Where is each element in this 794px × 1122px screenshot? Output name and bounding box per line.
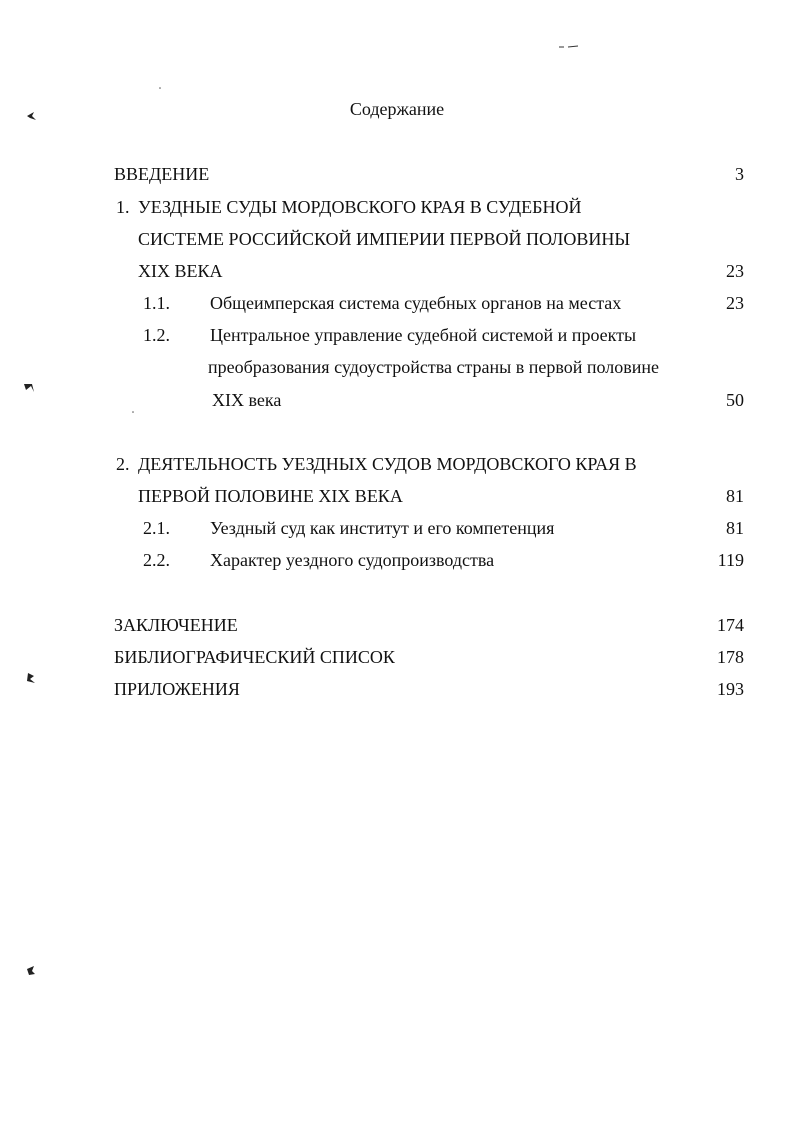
chapter-number: 2. — [116, 454, 130, 474]
section-title-line: Характер уездного судопроизводства — [210, 550, 495, 570]
chapter-number: 1. — [116, 197, 130, 217]
toc-page-number: 193 — [717, 679, 744, 699]
toc-entry-label: ЗАКЛЮЧЕНИЕ — [114, 615, 238, 635]
toc-entry-label: ВВЕДЕНИЕ — [114, 164, 210, 184]
chapter-title-line: СИСТЕМЕ РОССИЙСКОЙ ИМПЕРИИ ПЕРВОЙ ПОЛОВИНЫ — [138, 229, 631, 249]
chapter-title-line: УЕЗДНЫЕ СУДЫ МОРДОВСКОГО КРАЯ В СУДЕБНОЙ — [138, 197, 582, 217]
section-title-line: XIX века — [212, 390, 282, 410]
toc-page-number: 178 — [717, 647, 744, 667]
toc-page-number: 3 — [735, 164, 744, 184]
scan-mark — [22, 380, 38, 396]
scan-mark — [24, 670, 40, 686]
section-number: 2.1. — [143, 518, 170, 538]
section-title-line: Центральное управление судебной системой и проекты — [210, 325, 637, 345]
section-title-line: Уездный суд как институт и его компетенция — [210, 518, 555, 538]
section-title-line: преобразования судоустройства страны в первой половине — [208, 357, 660, 377]
toc-entry-label: БИБЛИОГРАФИЧЕСКИЙ СПИСОК — [114, 647, 395, 667]
chapter-title-line: XIX ВЕКА — [138, 261, 223, 281]
toc-page-number: 119 — [717, 550, 744, 570]
chapter-title-line: ДЕЯТЕЛЬНОСТЬ УЕЗДНЫХ СУДОВ МОРДОВСКОГО КРАЯ В — [138, 454, 637, 474]
section-title-line: Общеимперская система судебных органов на местах — [210, 293, 622, 313]
section-number: 1.2. — [143, 325, 170, 345]
toc-page-number: 23 — [726, 293, 744, 313]
toc-page-number: 50 — [726, 390, 744, 410]
toc-page-number: 81 — [726, 486, 744, 506]
scan-mark — [158, 86, 162, 90]
toc-page-number: 174 — [717, 615, 744, 635]
scan-mark — [558, 44, 582, 50]
toc-title: Содержание — [349, 99, 445, 119]
chapter-title-line: ПЕРВОЙ ПОЛОВИНЕ XIX ВЕКА — [138, 486, 403, 506]
scan-mark — [131, 410, 135, 414]
section-number: 1.1. — [143, 293, 170, 313]
section-number: 2.2. — [143, 550, 170, 570]
toc-page-number: 81 — [726, 518, 744, 538]
toc-entry-label: ПРИЛОЖЕНИЯ — [114, 679, 240, 699]
scan-mark — [24, 963, 40, 979]
toc-page-number: 23 — [726, 261, 744, 281]
